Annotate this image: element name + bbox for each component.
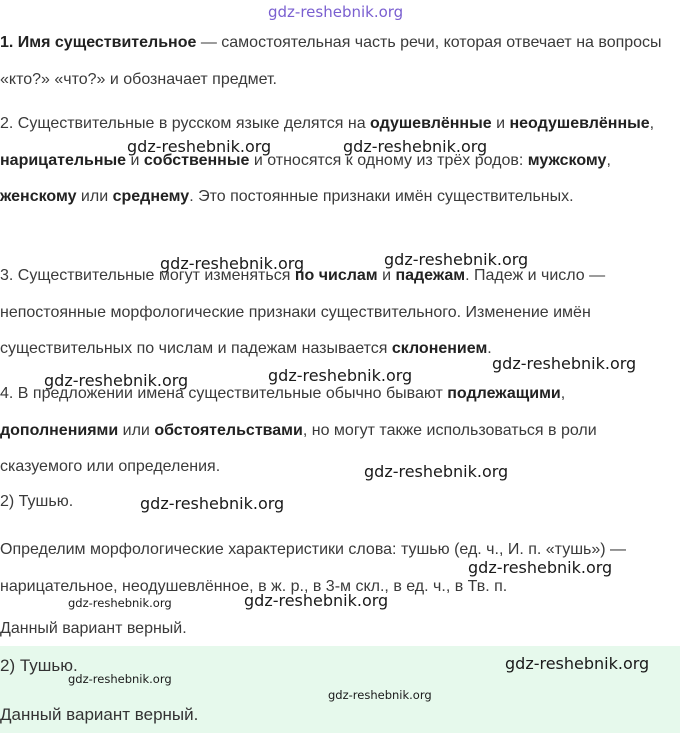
bold-term: 1. Имя существительное bbox=[0, 34, 197, 51]
watermark: gdz-reshebnik.org bbox=[44, 371, 189, 390]
watermark: gdz-reshebnik.org bbox=[384, 250, 529, 269]
text-span: . Падеж и число — непостоянные морфологические признаки существительного. Изменение имён существительных по числам и падежам называется bbox=[0, 267, 606, 357]
bold-term: склонением bbox=[391, 340, 488, 357]
bold-term: женскому bbox=[0, 188, 77, 205]
watermark: gdz-reshebnik.org bbox=[328, 688, 432, 702]
text-span: и относятся к одному из трёх родов: bbox=[249, 151, 528, 169]
watermark: gdz-reshebnik.org bbox=[68, 596, 172, 610]
text-span: , bbox=[606, 151, 611, 169]
solution-option: 2) Тушью. bbox=[0, 493, 74, 510]
bold-term: по числам bbox=[294, 267, 378, 284]
watermark: gdz-reshebnik.org bbox=[68, 672, 172, 686]
watermark: gdz-reshebnik.org bbox=[343, 137, 488, 156]
text-span: 4. В предложении имена существительные обычно бывают bbox=[0, 385, 448, 402]
text-span: 2. Существительные в русском языке делятся на bbox=[0, 115, 371, 132]
text-span: . Это постоянные признаки имён существительных. bbox=[189, 188, 574, 205]
text-span: и bbox=[491, 115, 510, 132]
bold-term: дополнениями bbox=[0, 421, 119, 439]
rule-paragraph-1 bbox=[0, 25, 676, 98]
watermark: gdz-reshebnik.org bbox=[505, 654, 650, 673]
solution-verdict: Данный вариант верный. bbox=[0, 620, 187, 637]
watermark: gdz-reshebnik.org bbox=[468, 558, 613, 577]
bold-term: падежам bbox=[395, 267, 466, 284]
bold-term: одушевлённые bbox=[370, 115, 492, 132]
watermark: gdz-reshebnik.org bbox=[244, 591, 389, 610]
text-span: и bbox=[377, 267, 396, 284]
rule-paragraph-4 bbox=[0, 376, 676, 486]
bold-term: мужскому bbox=[527, 151, 607, 169]
watermark: gdz-reshebnik.org bbox=[268, 366, 413, 385]
bold-term: неодушевлённые bbox=[509, 115, 650, 132]
solution-analysis: Определим морфологические характеристики слова: тушью (ед. ч., И. п. «тушь») — нарицательное, неодушевлённое, в ж. р., в 3-м скл., в ед. ч., в Тв. п. bbox=[0, 541, 627, 595]
watermark: gdz-reshebnik.org bbox=[364, 462, 509, 481]
answer-verdict: Данный вариант верный. bbox=[0, 705, 199, 724]
text-span: , bbox=[649, 115, 655, 132]
text-span: или bbox=[76, 188, 113, 205]
bold-term: обстоятельствами bbox=[154, 421, 303, 439]
watermark: gdz-reshebnik.org bbox=[127, 137, 272, 156]
rule-paragraph-3 bbox=[0, 258, 676, 368]
watermark: gdz-reshebnik.org bbox=[492, 354, 637, 373]
text-span: , bbox=[560, 385, 566, 402]
rule-paragraph-2 bbox=[0, 106, 676, 216]
bold-term: собственные bbox=[143, 151, 250, 169]
text-span: — самостоятельная часть речи, которая отвечает на вопросы «кто?» «что?» и обозначает предмет. bbox=[0, 34, 662, 88]
text-span: . bbox=[487, 340, 492, 357]
text-span: и bbox=[126, 151, 144, 169]
bold-term: среднему bbox=[112, 188, 190, 205]
watermark-top: gdz-reshebnik.org bbox=[268, 3, 404, 21]
watermark: gdz-reshebnik.org bbox=[160, 254, 305, 273]
bold-term: подлежащими bbox=[447, 385, 561, 402]
watermark: gdz-reshebnik.org bbox=[140, 494, 285, 513]
text-span: 3. Существительные могут изменяться bbox=[0, 267, 295, 284]
answer-option: 2) Тушью. bbox=[0, 656, 78, 675]
text-span: или bbox=[118, 421, 155, 439]
text-span: , но могут также использоваться в роли сказуемого или определения. bbox=[0, 421, 597, 475]
bold-term: нарицательные bbox=[0, 151, 127, 169]
answer-box bbox=[0, 646, 680, 733]
